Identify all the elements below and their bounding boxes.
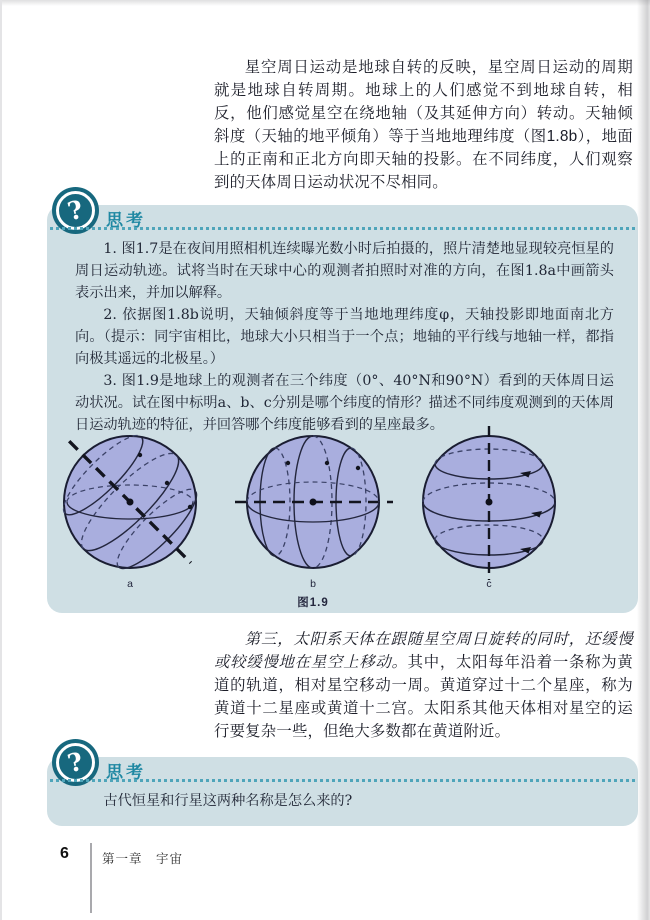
paragraph-2-lead: 第三，太阳系天体在跟随星空周日旋转的同时，还缓慢或较缓慢地在星空上移动。: [214, 630, 633, 671]
paragraph-2-rest: 其中，太阳每年沿着一条称为黄道的轨道，相对星空移动一周。黄道穿过十二个星座，称为黄道十二星座或黄道十二宫。太阳系其他天体相对星空的运行要复杂一些，但绝大多数都在黄道附近。: [214, 654, 633, 740]
sphere-label-b: b: [310, 578, 316, 590]
observer-dot: [486, 499, 493, 506]
celestial-sphere-a: [50, 424, 210, 584]
figure-caption: 图1.9: [297, 597, 329, 609]
chapter-title: 第一章 宇宙: [102, 852, 184, 866]
footer-divider: [90, 843, 92, 913]
sphere-label-c: c: [486, 578, 492, 590]
question-3: 3. 图1.9是地球上的观测者在三个纬度（0°、40°N和90°N）看到的天体周日运动状况。试在图中标明a、b、c分别是哪个纬度的情形？描述不同纬度观测到的天体周日运动轨迹的特征，并回答哪个纬度能够看到的星座最多。: [75, 373, 614, 433]
celestial-sphere-c: [409, 424, 569, 584]
question-mark-glyph: ?: [64, 746, 87, 779]
page-top-shadow: [0, 0, 650, 6]
think-box-title: 思考: [106, 763, 146, 782]
dotted-divider: [50, 779, 635, 782]
page-right-shadow: [637, 0, 650, 920]
sphere-label-a: a: [127, 578, 133, 590]
question-mark-glyph: ?: [64, 194, 87, 227]
dotted-divider: [50, 227, 635, 230]
question-mark-icon: [56, 191, 95, 230]
question-mark-icon: [56, 743, 95, 782]
think-box-2: [47, 746, 638, 826]
think-box-1: [47, 194, 638, 613]
page-number: 6: [60, 845, 69, 862]
paragraph-2: [214, 628, 633, 743]
question-2: 2. 依据图1.8b说明，天轴倾斜度等于当地地理纬度φ，天轴投影即地面南北方向。（提示：同宇宙相比，地球大小只相当于一个点；地轴的平行线与地轴一样，都指向极其遥远的北极星。）: [75, 307, 614, 367]
intro-paragraph: 星空周日运动是地球自转的反映，星空周日运动的周期就是地球自转周期。地球上的人们感觉不到地球自转，相反，他们感觉星空在绕地轴（及其延伸方向）转动。天轴倾斜度（天轴的地平倾角）等于当地地理纬度（图1.8b），地面上的正南和正北方向即天轴的投影。在不同纬度，人们观察到的天体周日运动状况不尽相同。: [214, 59, 633, 191]
think-box-title: 思考: [106, 211, 146, 230]
question-1: 1. 图1.7是在夜间用照相机连续曝光数小时后拍摄的，照片清楚地显现较亮恒星的周日运动轨迹。试将当时在天球中心的观测者拍照时对准的方向，在图1.8a中画箭头表示出来，并加以解释。: [75, 241, 614, 301]
page-left-edge: [0, 0, 2, 920]
question-list: [47, 238, 638, 436]
think-box-2-question: 古代恒星和行星这两种名称是怎么来的?: [103, 793, 353, 809]
observer-dot: [127, 499, 134, 506]
celestial-sphere-b: [233, 424, 393, 584]
observer-dot: [310, 499, 317, 506]
